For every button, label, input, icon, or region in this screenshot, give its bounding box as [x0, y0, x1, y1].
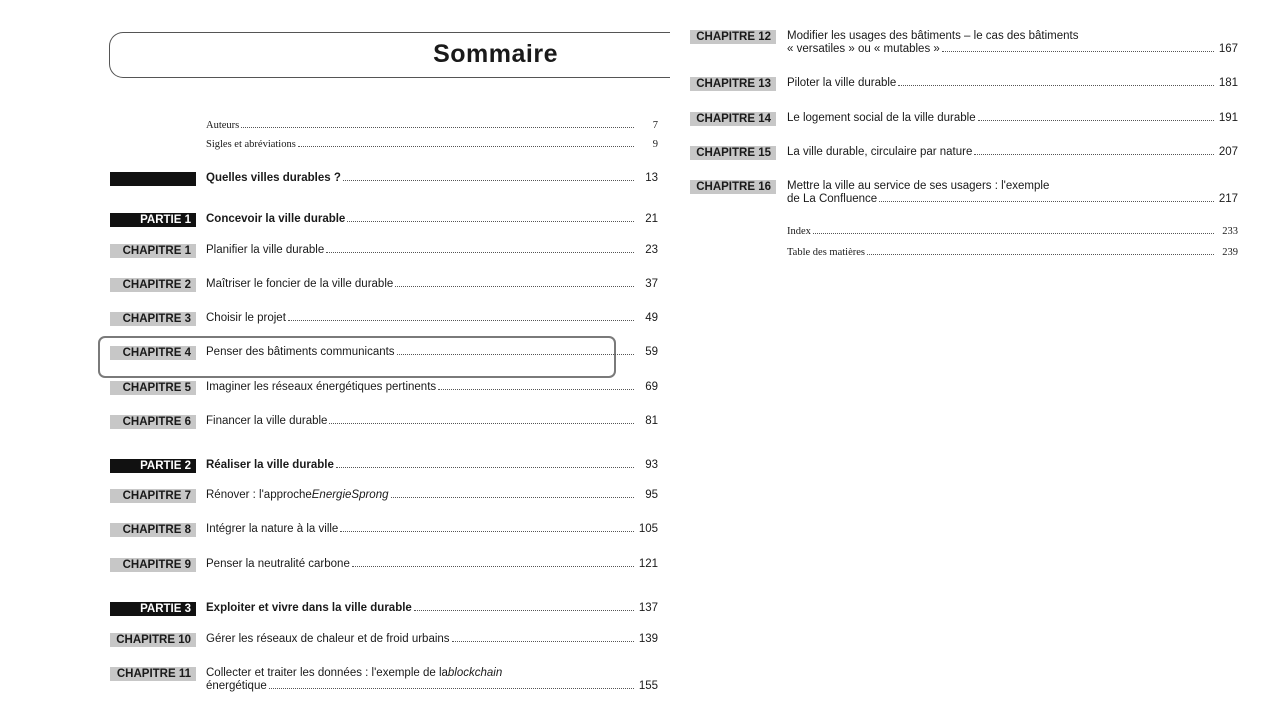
page-number: 37: [645, 278, 658, 290]
entry-title: Choisir le projet: [206, 312, 286, 324]
part-label: PARTIE 3: [110, 602, 196, 616]
page-number: 105: [638, 523, 658, 535]
page-number: 239: [1222, 247, 1238, 258]
page-number: 49: [645, 312, 658, 324]
part-label: PARTIE 1: [110, 213, 196, 227]
chapter-label: CHAPITRE 13: [690, 77, 776, 91]
chapter-label: CHAPITRE 5: [110, 381, 196, 395]
entry-title: Index: [787, 226, 811, 237]
entry-title: Sigles et abréviations: [206, 139, 296, 150]
intro-label-bar: [110, 172, 196, 186]
page-number: 155: [638, 680, 658, 692]
entry-title-line2: « versatiles » ou « mutables »: [787, 43, 940, 55]
chapter-label: CHAPITRE 12: [690, 30, 776, 44]
page-number: 23: [645, 244, 658, 256]
entry-title-line2: énergétique: [206, 680, 267, 692]
chapter-label: CHAPITRE 14: [690, 112, 776, 126]
entry-title: Intégrer la nature à la ville: [206, 523, 339, 535]
entry-title: Maîtriser le foncier de la ville durable: [206, 278, 394, 290]
entry-title: Concevoir la ville durable: [206, 213, 346, 225]
entry-title: Rénover : l'approche: [206, 489, 312, 501]
part-label: PARTIE 2: [110, 459, 196, 473]
entry-title: Piloter la ville durable: [787, 77, 897, 89]
entry-title: Imaginer les réseaux énergétiques pertinents: [206, 381, 437, 393]
chapter-label: CHAPITRE 15: [690, 146, 776, 160]
page-number: 59: [645, 346, 658, 358]
page-number: 137: [638, 602, 658, 614]
page-number: 139: [638, 633, 658, 645]
entry-title: Auteurs: [206, 120, 240, 131]
chapter-label: CHAPITRE 2: [110, 278, 196, 292]
page-number: 191: [1218, 112, 1238, 124]
page-number: 69: [645, 381, 658, 393]
chapter-label: CHAPITRE 16: [690, 180, 776, 194]
page-number: 207: [1218, 146, 1238, 158]
entry-title: Planifier la ville durable: [206, 244, 325, 256]
chapter-label: CHAPITRE 8: [110, 523, 196, 537]
chapter-label: CHAPITRE 9: [110, 558, 196, 572]
chapter-label: CHAPITRE 3: [110, 312, 196, 326]
page-number: 95: [645, 489, 658, 501]
page-title: Sommaire: [433, 40, 558, 68]
entry-title: Quelles villes durables ?: [206, 172, 341, 184]
page-number: 233: [1222, 226, 1238, 237]
entry-title: Financer la ville durable: [206, 415, 328, 427]
page-number: 121: [638, 558, 658, 570]
page-number: 13: [645, 172, 658, 184]
page-number: 93: [645, 459, 658, 471]
entry-title: Penser des bâtiments communicants: [206, 346, 395, 358]
entry-title: Exploiter et vivre dans la ville durable: [206, 602, 412, 614]
page-number: 7: [652, 120, 658, 131]
page-number: 9: [652, 139, 658, 150]
page-number: 21: [645, 213, 658, 225]
entry-title: Modifier les usages des bâtiments – le cas des bâtiments: [787, 30, 1079, 42]
entry-title: Le logement social de la ville durable: [787, 112, 976, 124]
entry-title-line2: de La Confluence: [787, 193, 878, 205]
chapter-label: CHAPITRE 1: [110, 244, 196, 258]
page-number: 217: [1218, 193, 1238, 205]
entry-title-italic: EnergieSprong: [311, 489, 389, 501]
chapter-label: CHAPITRE 10: [110, 633, 196, 647]
chapter-label: CHAPITRE 4: [110, 346, 196, 360]
page-number: 167: [1218, 43, 1238, 55]
chapter-label: CHAPITRE 6: [110, 415, 196, 429]
chapter-label: CHAPITRE 7: [110, 489, 196, 503]
entry-title: Gérer les réseaux de chaleur et de froid urbains: [206, 633, 450, 645]
entry-title: Mettre la ville au service de ses usagers : l'exemple: [787, 180, 1050, 192]
chapter-label: CHAPITRE 11: [110, 667, 196, 681]
entry-title: Réaliser la ville durable: [206, 459, 334, 471]
page-number: 81: [645, 415, 658, 427]
entry-title-italic: blockchain: [447, 667, 503, 679]
entry-title: Collecter et traiter les données : l'exemple de la: [206, 667, 448, 679]
entry-title: La ville durable, circulaire par nature: [787, 146, 973, 158]
entry-title: Table des matières: [787, 247, 865, 258]
entry-title: Penser la neutralité carbone: [206, 558, 350, 570]
page-number: 181: [1218, 77, 1238, 89]
